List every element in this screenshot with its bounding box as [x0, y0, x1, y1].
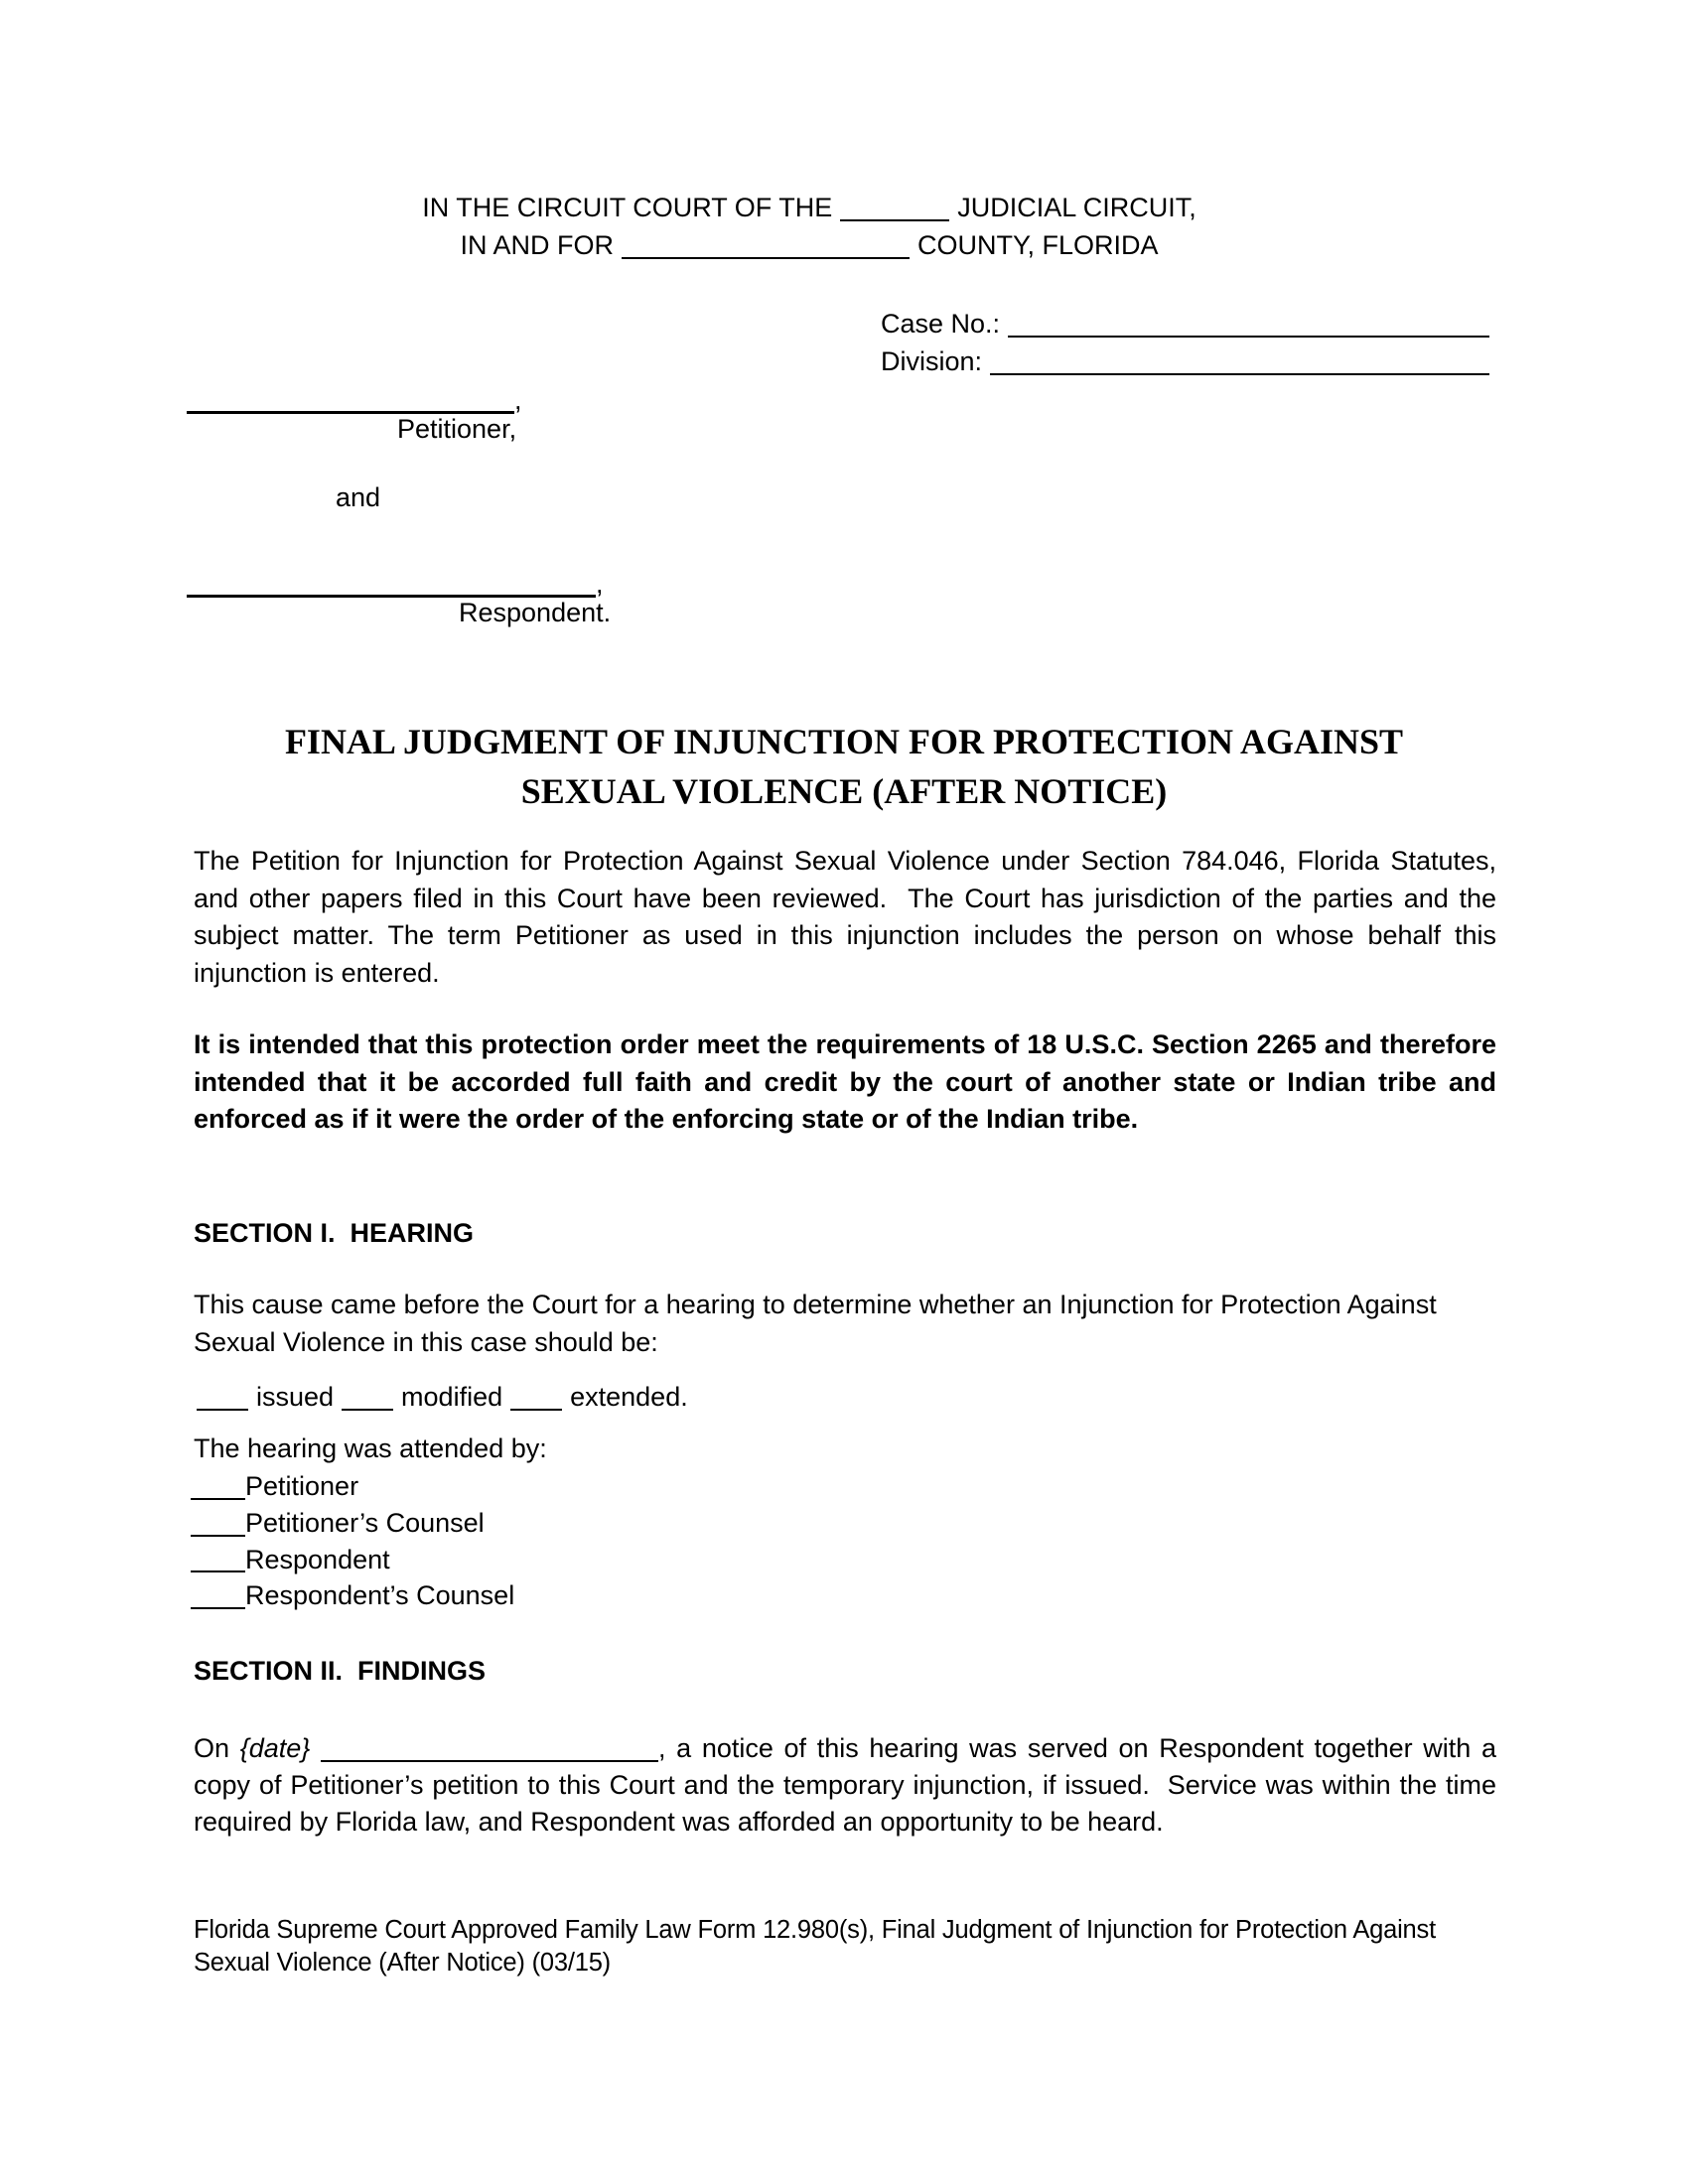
respondent-name-blank[interactable] [187, 568, 596, 598]
attendee-blank-petitioner-counsel[interactable] [191, 1508, 245, 1537]
respondent-line-comma: , [596, 569, 604, 599]
court-header-text-3: IN AND FOR [460, 230, 614, 260]
case-number-blank[interactable] [1008, 305, 1489, 338]
attendee-label-petitioner-counsel: Petitioner’s Counsel [245, 1507, 485, 1538]
attendee-list [191, 1468, 1493, 1614]
notice-text: , a notice of this hearing was served on Respondent together with a copy of Petitioner’s petition to this Court and the temporary injunction, if issued. Service was within the time required by Florida law, and Respondent was afforded an opportunity to be heard. [194, 1733, 1504, 1837]
attended-intro: The hearing was attended by: [194, 1433, 547, 1463]
division-label: Division: [881, 346, 983, 376]
court-header-line2 [194, 226, 1425, 264]
respondent-label: Respondent. [459, 598, 612, 627]
issued-label: issued [256, 1382, 335, 1412]
full-faith-paragraph: It is intended that this protection order meet the requirements of 18 U.S.C. Section 2265 and therefore intended that it be accorded full faith and credit by the court of another state or Indian tribe and enforced as if it were the order of the enforcing state or of the Indian tribe. [194, 1029, 1504, 1134]
attendee-blank-petitioner[interactable] [191, 1471, 245, 1500]
form-footer-line1: Florida Supreme Court Approved Family Law Form 12.980(s), Final Judgment of Injunction for Protection Against [194, 1916, 1436, 1944]
county-blank[interactable] [622, 230, 910, 259]
intro-paragraph: The Petition for Injunction for Protection Against Sexual Violence under Section 784.046, Florida Statutes, and other papers filed in this Court have been reviewed. The Court has jurisdiction of the parties and the subject matter. The term Petitioner as used in this injunction includes the person on whose behalf this injunction is entered. [194, 846, 1504, 988]
form-footer-line2: Sexual Violence (After Notice) (03/15) [194, 1949, 611, 1977]
document-title [194, 717, 1494, 816]
hearing-date-blank[interactable] [321, 1733, 658, 1762]
on-label: On [194, 1733, 230, 1763]
attendee-blank-respondent-counsel[interactable] [191, 1580, 245, 1609]
attendee-label-respondent-counsel: Respondent’s Counsel [245, 1580, 515, 1611]
case-number-row [881, 305, 1489, 342]
attendee-label-respondent: Respondent [245, 1544, 390, 1574]
notice-paragraph [194, 1730, 1504, 1841]
attendee-row-petitioner [191, 1468, 1493, 1505]
date-placeholder: {date} [239, 1733, 311, 1763]
circuit-number-blank[interactable] [840, 193, 949, 221]
extended-blank[interactable] [510, 1382, 562, 1411]
document-title-line1: FINAL JUDGMENT OF INJUNCTION FOR PROTECTION AGAINST [284, 722, 1404, 761]
court-header [194, 189, 1425, 264]
attendee-row-respondent [191, 1542, 1493, 1578]
document-title-line2: SEXUAL VIOLENCE (AFTER NOTICE) [520, 771, 1168, 811]
section1-heading: SECTION I. HEARING [194, 1218, 475, 1248]
court-header-line1 [194, 189, 1425, 226]
case-block [881, 305, 1489, 380]
division-blank[interactable] [990, 342, 1489, 375]
section2-heading: SECTION II. FINDINGS [194, 1656, 487, 1686]
issued-blank[interactable] [197, 1382, 248, 1411]
attendee-label-petitioner: Petitioner [245, 1471, 359, 1501]
form-footer [194, 1914, 1584, 1979]
attendee-row-petitioner-counsel [191, 1505, 1493, 1542]
petitioner-line-comma: , [514, 385, 522, 415]
modified-label: modified [401, 1382, 503, 1412]
court-header-text-1: IN THE CIRCUIT COURT OF THE [422, 193, 833, 222]
petitioner-label: Petitioner, [397, 414, 517, 444]
attendee-row-respondent-counsel [191, 1577, 1493, 1614]
division-row [881, 342, 1489, 380]
court-header-text-4: COUNTY, FLORIDA [916, 230, 1159, 260]
extended-label: extended. [570, 1382, 688, 1412]
cause-paragraph: This cause came before the Court for a hearing to determine whether an Injunction for Protection Against Sexual Violence in this case should be: [194, 1290, 1437, 1357]
modified-blank[interactable] [342, 1382, 393, 1411]
petitioner-name-blank[interactable] [187, 384, 514, 414]
order-options-row [197, 1378, 696, 1416]
court-header-text-2: JUDICIAL CIRCUIT, [957, 193, 1196, 222]
attendee-blank-respondent[interactable] [191, 1544, 245, 1572]
and-label: and [336, 482, 381, 512]
case-number-label: Case No.: [881, 309, 1001, 339]
